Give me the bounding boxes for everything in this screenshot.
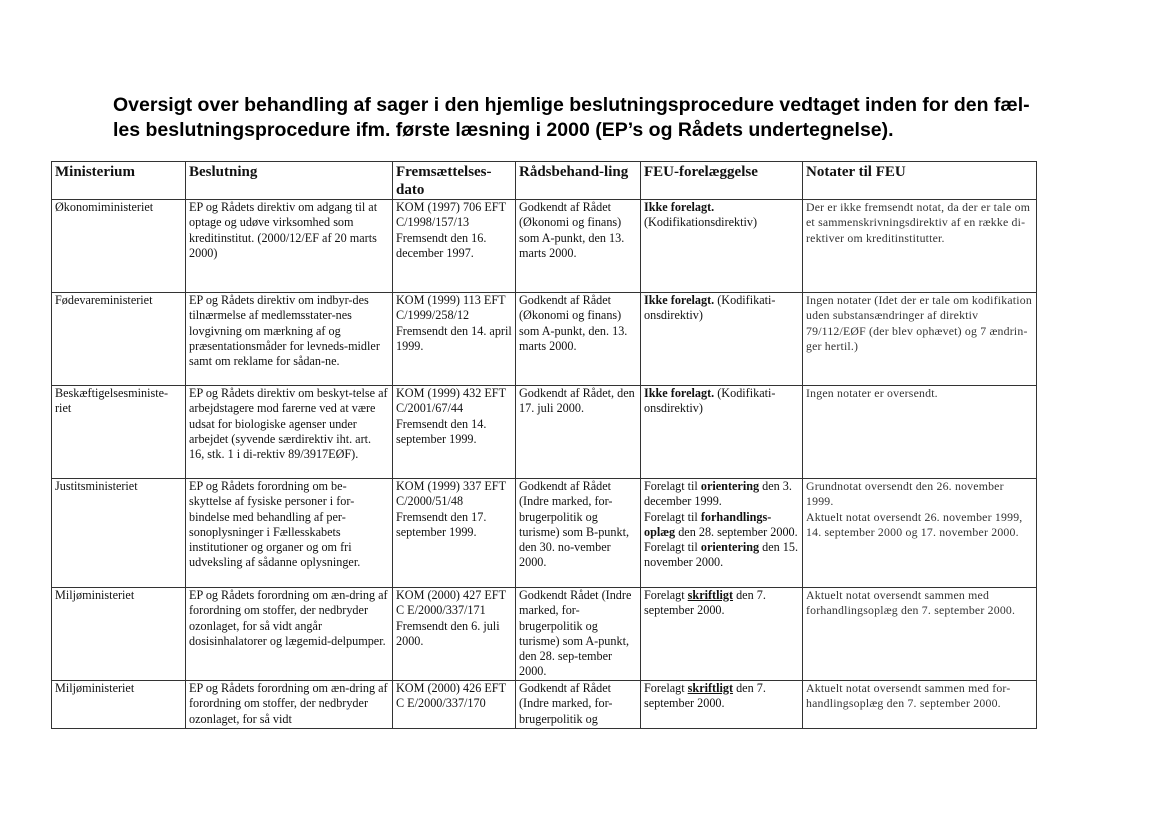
cell-raadsbehandling: Godkendt Rådet (Indre marked, for-brugerpolitik og turisme) som A-punkt, den 28. sep-tember 2000.: [516, 588, 641, 681]
feu-keyword: orientering: [700, 540, 760, 555]
overview-table: [51, 161, 1037, 729]
table-row: [52, 200, 1037, 293]
page-title: [113, 93, 1073, 143]
feu-text: Forelagt til: [644, 509, 701, 524]
header-feu-forelaeggelse: FEU-forelæggelse: [641, 162, 803, 200]
table-row: [52, 681, 1037, 729]
table-row: [52, 386, 1037, 479]
cell-notater: Ingen notater er oversendt.: [803, 386, 1037, 479]
cell-feu: [641, 588, 803, 681]
cell-feu: [641, 479, 803, 588]
table-row: [52, 293, 1037, 386]
header-fremsaettelsesdato: Fremsættelses-dato: [393, 162, 516, 200]
cell-ministerium: Miljøministeriet: [52, 588, 186, 681]
cell-feu: [641, 293, 803, 386]
header-ministerium: Ministerium: [52, 162, 186, 200]
feu-text: den 28. september 2000.: [675, 524, 798, 539]
feu-status: Ikke forelagt.: [644, 200, 715, 214]
table-row: [52, 479, 1037, 588]
feu-status: Ikke forelagt.: [644, 386, 715, 400]
header-row: [52, 162, 1037, 200]
feu-text: den 7. september 2000.: [644, 588, 766, 618]
cell-raadsbehandling: Godkendt af Rådet (Økonomi og finans) som A-punkt, den 13. marts 2000.: [516, 200, 641, 293]
header-raadsbehandling: Rådsbehand-ling: [516, 162, 641, 200]
feu-text: den 15. november 2000.: [644, 540, 799, 570]
cell-ministerium: Miljøministeriet: [52, 681, 186, 729]
cell-feu: [641, 681, 803, 729]
cell-dato: KOM (2000) 427 EFT C E/2000/337/171 Fremsendt den 6. juli 2000.: [393, 588, 516, 681]
cell-dato: KOM (1999) 337 EFT C/2000/51/48 Fremsendt den 17. september 1999.: [393, 479, 516, 588]
feu-keyword: skriftligt: [687, 681, 734, 695]
cell-raadsbehandling: Godkendt af Rådet (Indre marked, for-brugerpolitik og: [516, 681, 641, 729]
cell-dato: KOM (1999) 113 EFT C/1999/258/12 Fremsendt den 14. april 1999.: [393, 293, 516, 386]
cell-raadsbehandling: Godkendt af Rådet, den 17. juli 2000.: [516, 386, 641, 479]
header-beslutning: Beslutning: [186, 162, 393, 200]
cell-ministerium: Fødevareministeriet: [52, 293, 186, 386]
notater-aktuelt: Aktuelt notat oversendt 26. november 1999, 14. september 2000 og 17. november 2000.: [806, 509, 1023, 539]
cell-ministerium: Beskæftigelsesministe-riet: [52, 386, 186, 479]
cell-ministerium: Justitsministeriet: [52, 479, 186, 588]
feu-text: den 3. december 1999.: [644, 479, 792, 509]
feu-keyword: orientering: [700, 479, 760, 493]
feu-text: Forelagt: [644, 681, 688, 695]
feu-keyword: skriftligt: [687, 588, 734, 602]
feu-text: Forelagt: [644, 588, 688, 602]
feu-note: (Kodifikati-onsdirektiv): [644, 386, 776, 416]
table-row: [52, 588, 1037, 681]
feu-note: (Kodifikati-onsdirektiv): [644, 293, 776, 323]
title-line-1: Oversigt over behandling af sager i den hjemlige beslutningsprocedure vedtaget inden for den fæl-: [113, 94, 1030, 116]
cell-beslutning: EP og Rådets direktiv om beskyt-telse af arbejdstagere mod farerne ved at være udsat for biologiske agenser under arbejdet (syvende særdirektiv iht. art. 16, stk. 1 i di-rektiv 89/3917EØF).: [186, 386, 393, 479]
cell-beslutning: EP og Rådets direktiv om adgang til at optage og udøve virksomhed som kreditinstitut. (2000/12/EF af 20 marts 2000): [186, 200, 393, 293]
cell-notater: [803, 479, 1037, 588]
title-line-2: les beslutningsprocedure ifm. første læsning i 2000 (EP’s og Rådets undertegnelse).: [113, 119, 894, 141]
feu-status: Ikke forelagt.: [644, 293, 715, 307]
feu-text: Forelagt til: [644, 479, 701, 493]
cell-dato: KOM (1997) 706 EFT C/1998/157/13 Fremsendt den 16. december 1997.: [393, 200, 516, 293]
cell-beslutning: EP og Rådets forordning om æn-dring af forordning om stoffer, der nedbryder ozonlaget, for så vidt: [186, 681, 393, 729]
feu-note: (Kodifikationsdirektiv): [644, 215, 758, 230]
cell-raadsbehandling: Godkendt af Rådet (Økonomi og finans) som A-punkt, den. 13. marts 2000.: [516, 293, 641, 386]
cell-dato: KOM (1999) 432 EFT C/2001/67/44 Fremsendt den 14. september 1999.: [393, 386, 516, 479]
notater-grundnotat: Grundnotat oversendt den 26. november 1999.: [806, 479, 1004, 509]
cell-beslutning: EP og Rådets forordning om æn-dring af forordning om stoffer, der nedbryder ozonlaget, for så vidt angår dosisinhalatorer og lægemid-delpumper.: [186, 588, 393, 681]
feu-text: den 7. september 2000.: [644, 681, 766, 711]
cell-raadsbehandling: Godkendt af Rådet (Indre marked, for-brugerpolitik og turisme) som B-punkt, den 30. no-vember 2000.: [516, 479, 641, 588]
cell-dato: KOM (2000) 426 EFT C E/2000/337/170: [393, 681, 516, 729]
cell-notater: Ingen notater (Idet der er tale om kodifikation uden substansændringer af direktiv 79/112/EØF (der blev ophævet) og 7 ændrin-ger hertil.): [803, 293, 1037, 386]
cell-beslutning: EP og Rådets forordning om be-skyttelse af fysiske personer i for-bindelse med behandling af per-sonoplysninger i Fællesskabets institutioner og organer og om fri udveksling af sådanne oplysninger.: [186, 479, 393, 588]
cell-feu: [641, 386, 803, 479]
cell-ministerium: Økonomiministeriet: [52, 200, 186, 293]
feu-text: Forelagt til: [644, 540, 701, 555]
cell-notater: Aktuelt notat oversendt sammen med for-handlingsoplæg den 7. september 2000.: [803, 681, 1037, 729]
cell-feu: [641, 200, 803, 293]
cell-notater: Der er ikke fremsendt notat, da der er tale om et sammenskrivningsdirektiv af en række di-rektiver om kreditinstitutter.: [803, 200, 1037, 293]
header-notater: Notater til FEU: [803, 162, 1037, 200]
cell-beslutning: EP og Rådets direktiv om indbyr-des tilnærmelse af medlemsstater-nes lovgivning om mærkning af og præsentationsmåder for levneds-midler samt om reklame for sådan-ne.: [186, 293, 393, 386]
feu-keyword: forhandlings-oplæg: [644, 509, 772, 539]
cell-notater: Aktuelt notat oversendt sammen med forhandlingsoplæg den 7. september 2000.: [803, 588, 1037, 681]
